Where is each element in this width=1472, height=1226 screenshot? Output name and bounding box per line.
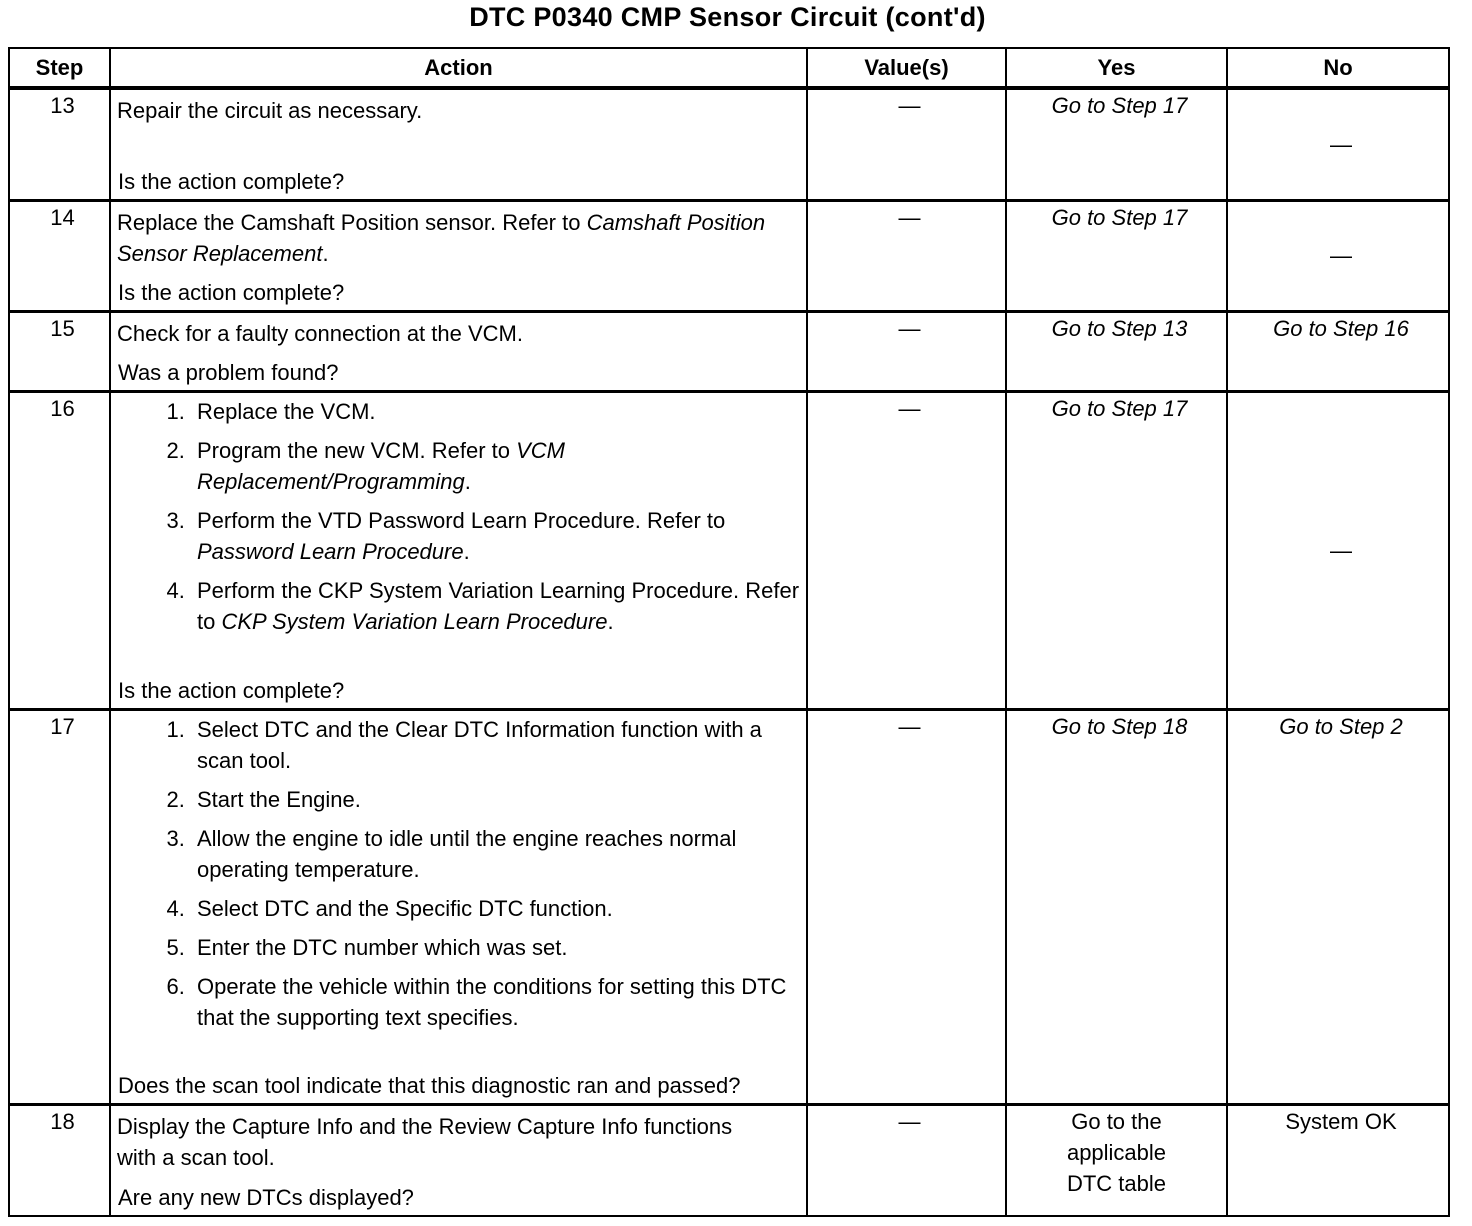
action-question: Is the action complete? (118, 168, 345, 194)
procedure-list (117, 396, 806, 637)
step-number: 15 (9, 311, 110, 391)
table-row-step-13 (9, 88, 1449, 200)
action-question: Is the action complete? (118, 279, 345, 305)
dtc-table (8, 47, 1450, 1217)
yes-cell: Go to Step 17 (1006, 391, 1227, 709)
value-cell: — (807, 311, 1006, 391)
table-row-step-14 (9, 200, 1449, 311)
table-row-step-18 (9, 1104, 1449, 1216)
header-values: Value(s) (807, 48, 1006, 88)
list-item: 3. Perform the VTD Password Learn Procedure. Refer to Password Learn Procedure. (191, 505, 806, 567)
action-cell (110, 709, 807, 1104)
reference-link: Camshaft Position Sensor Replacement (117, 209, 766, 266)
step-number: 16 (9, 391, 110, 709)
procedure-list (117, 714, 806, 1033)
no-cell: — (1227, 88, 1449, 200)
action-text: Check for a faulty connection at the VCM. (117, 320, 523, 346)
yes-cell: Go to Step 17 (1006, 88, 1227, 200)
value-cell: — (807, 709, 1006, 1104)
yes-cell: Go to Step 18 (1006, 709, 1227, 1104)
no-cell: System OK (1227, 1104, 1449, 1216)
list-item: 4. Select DTC and the Specific DTC function. (191, 893, 806, 924)
action-question: Are any new DTCs displayed? (118, 1185, 414, 1210)
document-title: DTC P0340 CMP Sensor Circuit (cont'd) (469, 2, 986, 32)
action-question: Does the scan tool indicate that this diagnostic ran and passed? (118, 1072, 741, 1098)
action-text: Replace the Camshaft Position sensor. Refer to (117, 209, 587, 235)
action-cell (110, 311, 807, 391)
action-question: Is the action complete? (118, 677, 345, 703)
value-cell: — (807, 88, 1006, 200)
table-row-step-16 (9, 391, 1449, 709)
list-item: 1. Select DTC and the Clear DTC Information function with a scan tool. (191, 714, 806, 776)
list-item: 3. Allow the engine to idle until the engine reaches normal operating temperature. (191, 823, 806, 885)
list-item: 5. Enter the DTC number which was set. (191, 932, 806, 963)
reference-link: Password Learn Procedure (197, 538, 464, 564)
list-item: 6. Operate the vehicle within the conditions for setting this DTC that the supporting text specifies. (191, 971, 806, 1033)
reference-link: CKP System Variation Learn Procedure (221, 608, 608, 634)
action-cell (110, 391, 807, 709)
list-item: 1. Replace the VCM. (191, 396, 806, 427)
action-text-end: . (322, 240, 329, 266)
action-question: Was a problem found? (118, 359, 339, 385)
table-row-step-17 (9, 709, 1449, 1104)
header-yes: Yes (1006, 48, 1227, 88)
yes-cell: Go to the applicable DTC table (1006, 1104, 1227, 1216)
list-item: 2. Program the new VCM. Refer to VCM Replacement/Programming. (191, 435, 806, 497)
list-item: 2. Start the Engine. (191, 784, 806, 815)
action-cell (110, 1104, 807, 1216)
header-no: No (1227, 48, 1449, 88)
action-text: Repair the circuit as necessary. (117, 98, 423, 123)
value-cell: — (807, 391, 1006, 709)
no-cell: — (1227, 200, 1449, 311)
header-action: Action (110, 48, 807, 88)
header-row (9, 48, 1449, 88)
step-number: 18 (9, 1104, 110, 1216)
yes-cell: Go to Step 17 (1006, 200, 1227, 311)
value-cell: — (807, 1104, 1006, 1216)
step-number: 17 (9, 709, 110, 1104)
value-cell: — (807, 200, 1006, 311)
action-text: Display the Capture Info and the Review Capture Info functions with a scan tool. (117, 1113, 733, 1170)
step-number: 14 (9, 200, 110, 311)
reference-link: VCM Replacement/Programming (197, 437, 566, 494)
action-cell (110, 200, 807, 311)
table-row-step-15 (9, 311, 1449, 391)
no-cell: — (1227, 391, 1449, 709)
step-number: 13 (9, 88, 110, 200)
action-cell (110, 88, 807, 200)
no-cell: Go to Step 2 (1227, 709, 1449, 1104)
header-step: Step (9, 48, 110, 88)
yes-cell: Go to Step 13 (1006, 311, 1227, 391)
list-item: 4. Perform the CKP System Variation Learning Procedure. Refer to CKP System Variation Learn Procedure. (191, 575, 806, 637)
no-cell: Go to Step 16 (1227, 311, 1449, 391)
